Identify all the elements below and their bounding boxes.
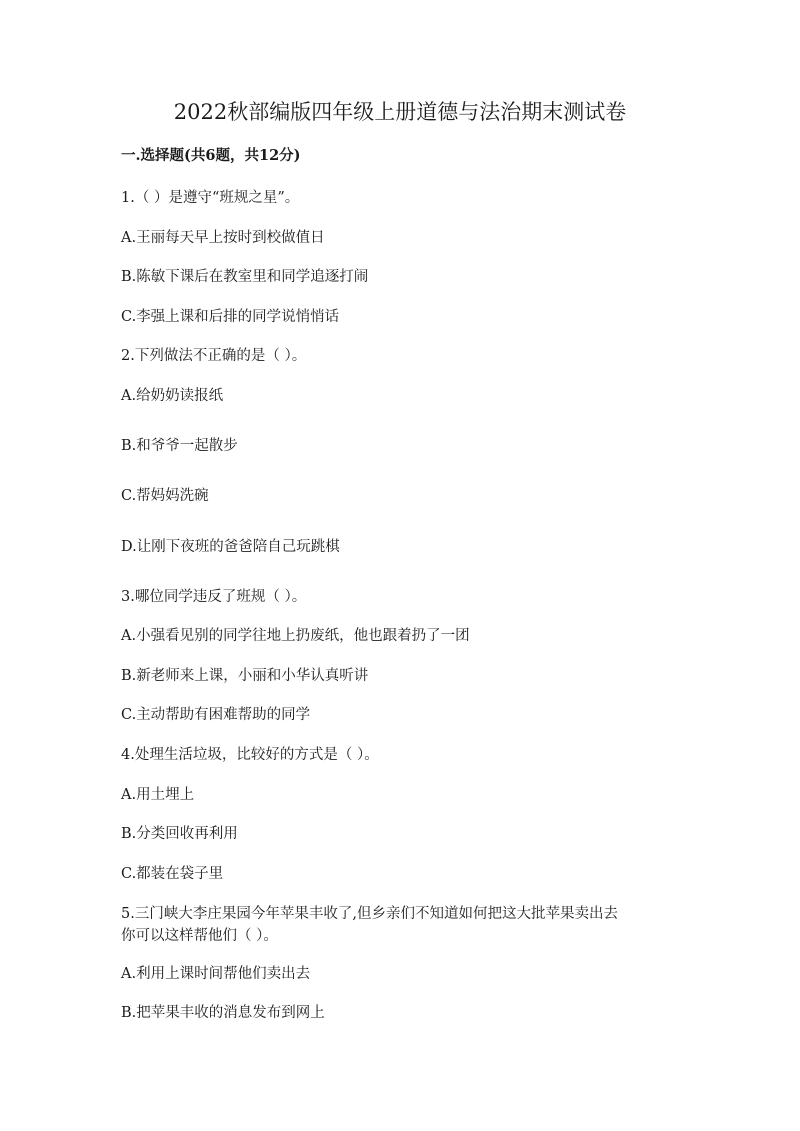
question-4-option-c: C.都装在袋子里 (121, 866, 224, 882)
question-3-option-a: A.小强看见别的同学往地上扔废纸，他也跟着扔了一团 (121, 628, 470, 644)
question-3-option-b: B.新老师来上课，小丽和小华认真听讲 (121, 668, 369, 684)
question-2-option-a: A.给奶奶读报纸 (121, 388, 224, 404)
question-3-option-c: C.主动帮助有困难帮助的同学 (121, 707, 311, 723)
question-1-option-c: C.李强上课和后排的同学说悄悄话 (121, 309, 340, 325)
section-title: 一.选择题(共6题，共12分) (121, 147, 301, 164)
question-2-option-b: B.和爷爷一起散步 (121, 438, 238, 454)
question-2-option-d: D.让刚下夜班的爸爸陪自己玩跳棋 (121, 539, 340, 555)
question-4-option-a: A.用土埋上 (121, 787, 195, 803)
question-5-option-a: A.利用上课时间帮他们卖出去 (121, 966, 311, 982)
question-1-option-a: A.王丽每天早上按时到校做值日 (121, 230, 325, 246)
question-5-stem-line-1: 5.三门峡大李庄果园今年苹果丰收了,但乡亲们不知道如何把这大批苹果卖出去 (121, 906, 618, 922)
question-1-option-b: B.陈敏下课后在教室里和同学追逐打闹 (121, 269, 369, 285)
question-5-option-b: B.把苹果丰收的消息发布到网上 (121, 1005, 325, 1021)
question-5-stem-line-2: 你可以这样帮他们（ ）。 (121, 928, 278, 944)
question-4-option-b: B.分类回收再利用 (121, 826, 238, 842)
exam-title: 2022秋部编版四年级上册道德与法治期末测试卷 (173, 100, 627, 124)
question-1-stem: 1.（ ）是遵守“班规之星”。 (121, 190, 300, 206)
question-2-stem: 2.下列做法不正确的是（ ）。 (121, 348, 307, 364)
question-2-option-c: C.帮妈妈洗碗 (121, 488, 209, 504)
question-3-stem: 3.哪位同学违反了班规（ ）。 (121, 589, 307, 605)
question-4-stem: 4.处理生活垃圾，比较好的方式是（ ）。 (121, 747, 379, 763)
